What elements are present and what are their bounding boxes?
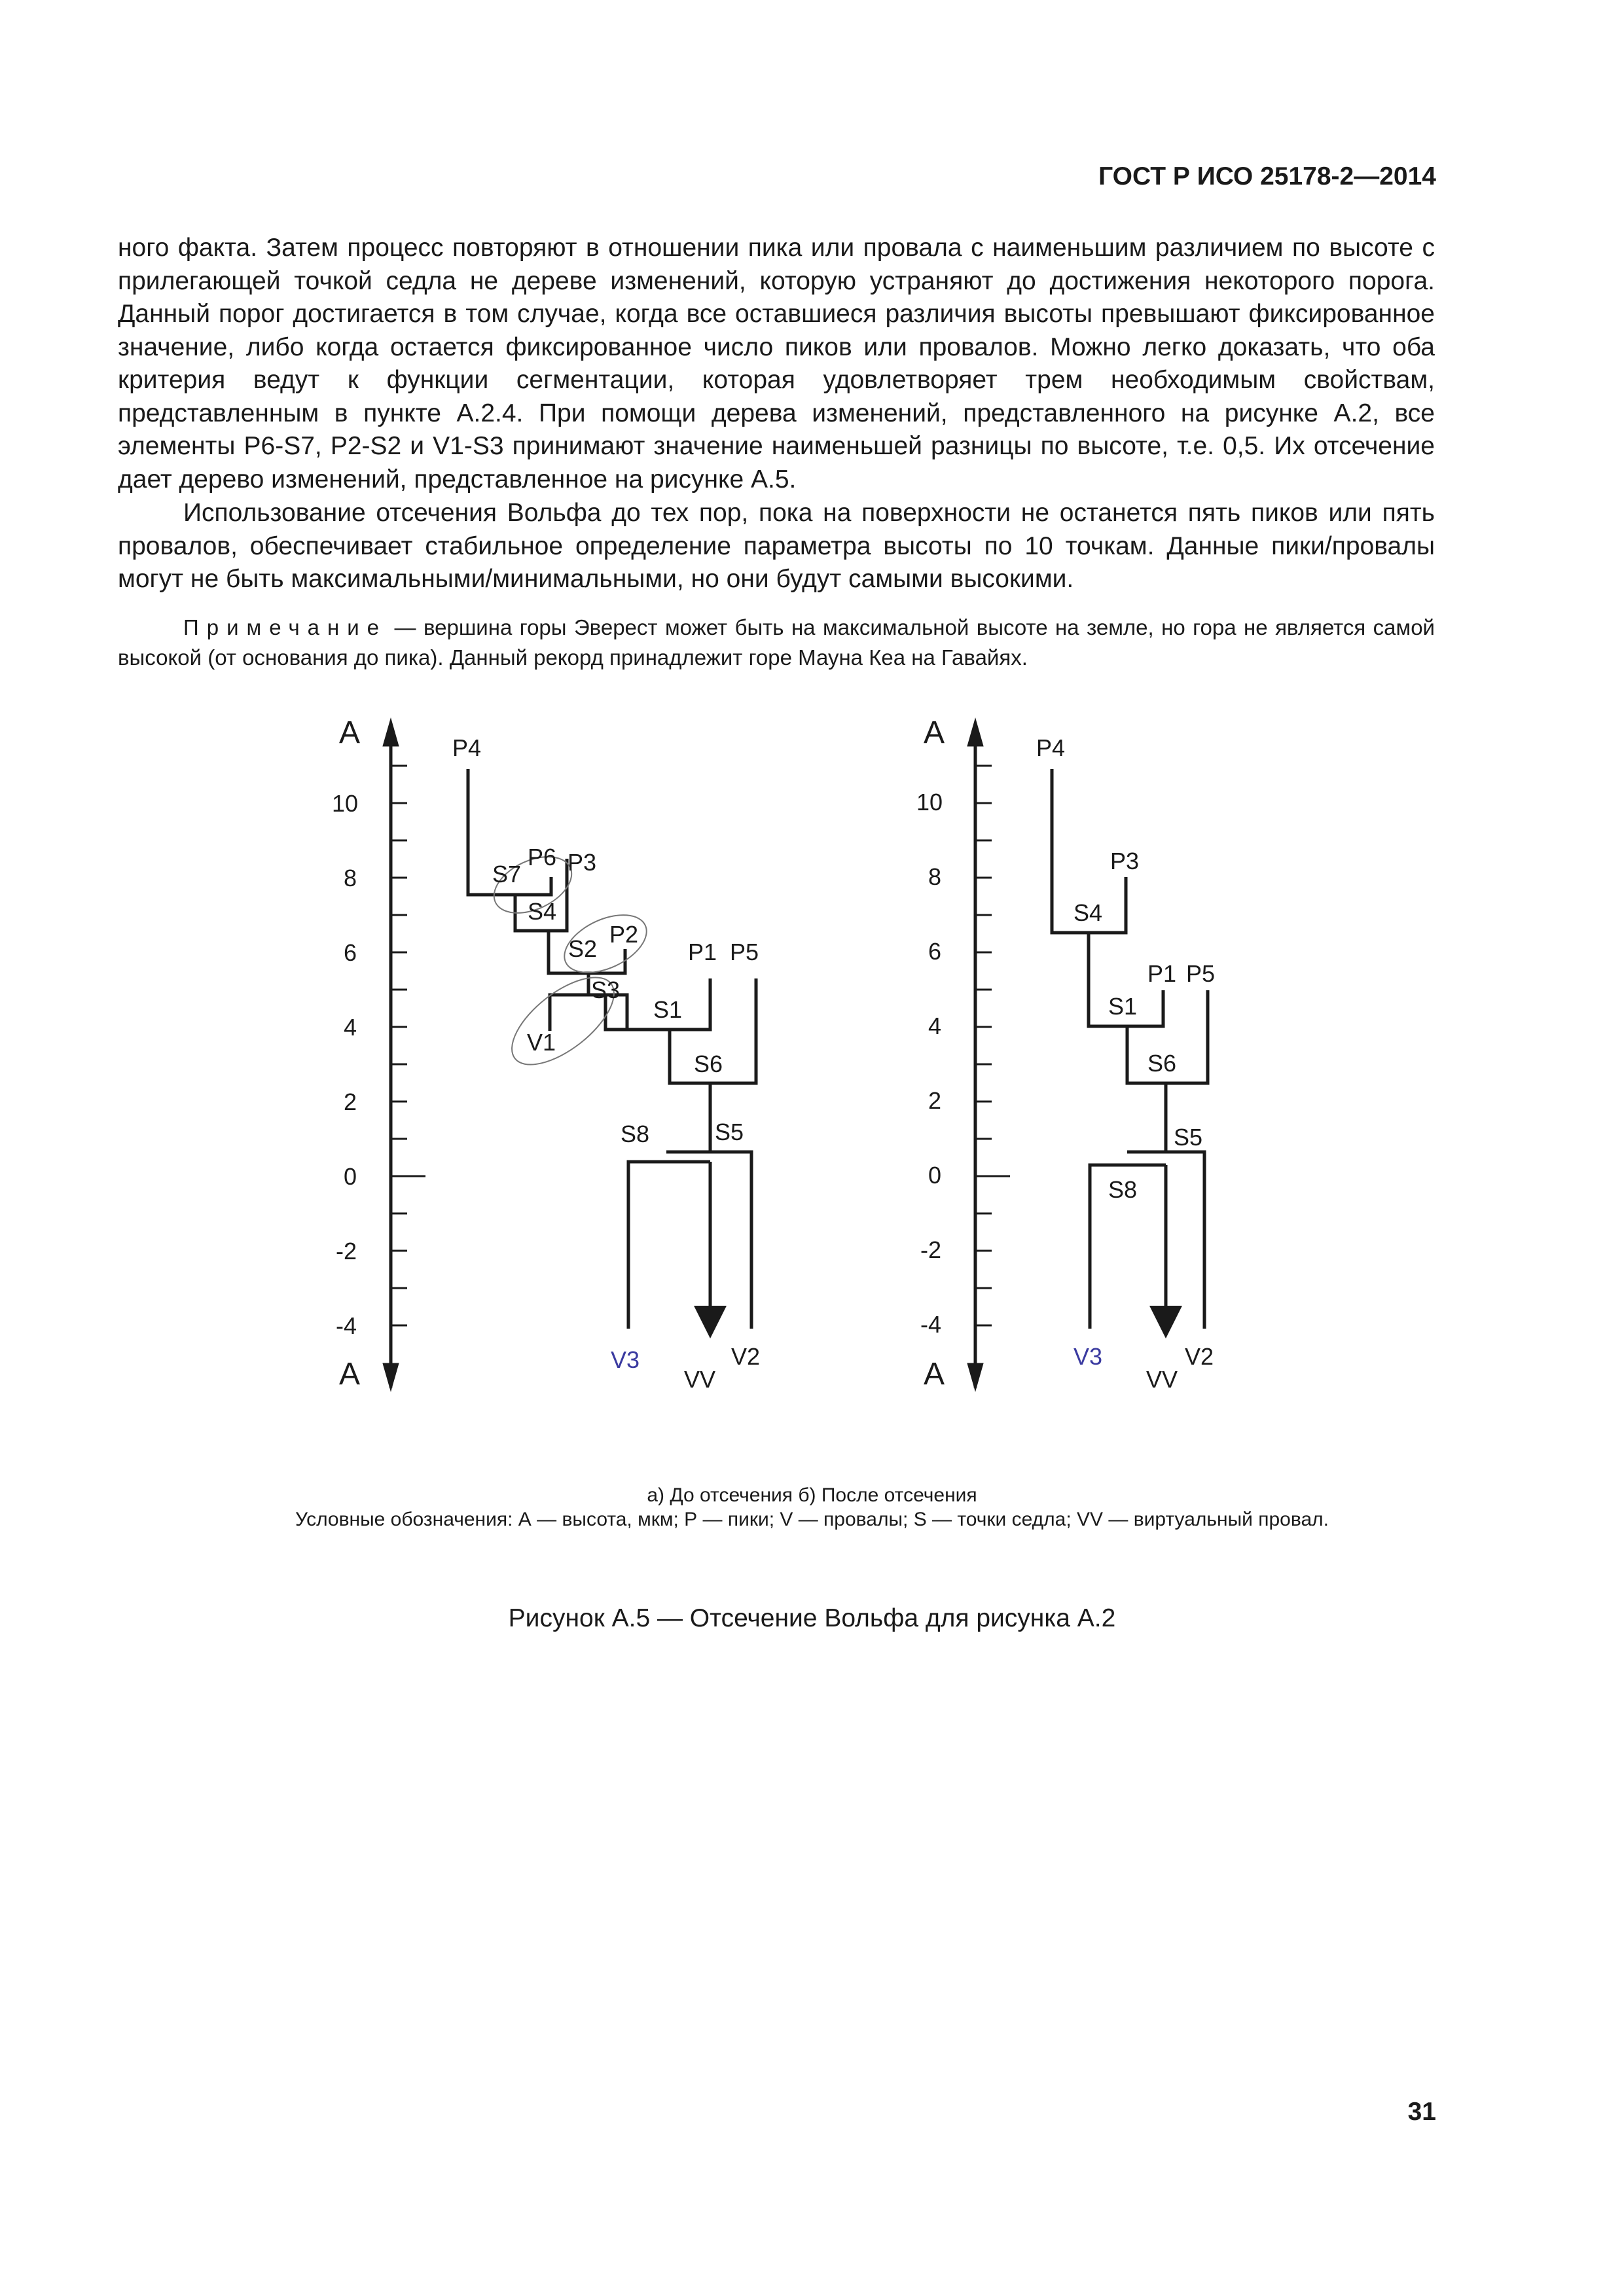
tick-label-b: 10	[916, 789, 943, 816]
axis-label-bottom-a: A	[339, 1357, 361, 1391]
tick-label-b: 8	[928, 863, 942, 890]
node-label: P1	[1147, 960, 1177, 987]
node-label: V1	[527, 1029, 556, 1056]
axis-arrow-up-a	[383, 719, 399, 746]
node-label: S8	[621, 1121, 650, 1147]
node-label: S1	[653, 996, 683, 1023]
node-label: VV	[1146, 1366, 1178, 1393]
node-label: P5	[730, 939, 759, 965]
tick-label-a: 8	[344, 865, 357, 891]
node-label: S8	[1108, 1176, 1138, 1203]
axis-label-top-b: A	[924, 715, 945, 750]
tick-label-b: 4	[928, 1013, 942, 1039]
node-label: S7	[492, 861, 522, 888]
tick-label-b: -2	[920, 1236, 942, 1263]
node-label: S3	[591, 977, 621, 1003]
node-label: P5	[1186, 960, 1216, 987]
figure-title: Рисунок А.5 — Отсечение Вольфа для рисунка А.2	[508, 1604, 1116, 1632]
document-header: ГОСТ Р ИСО 25178-2—2014	[1098, 162, 1436, 190]
node-label: P3	[568, 849, 597, 876]
node-label: VV	[684, 1366, 716, 1393]
tick-label-b: 6	[928, 938, 942, 965]
tick-label-a: -2	[336, 1238, 357, 1265]
node-label: S5	[715, 1119, 744, 1145]
node-label: P4	[1036, 734, 1066, 761]
tick-label-b: 2	[928, 1087, 942, 1114]
axis-ticks-a	[391, 766, 425, 1325]
figure-a5	[0, 687, 1624, 1443]
axis-ticks-b	[975, 766, 1010, 1325]
tree-diagram	[0, 687, 1624, 1440]
panel-b-labels	[916, 715, 1215, 1393]
node-label: S6	[1147, 1050, 1177, 1077]
note	[118, 613, 1435, 673]
axis-arrow-down-b	[967, 1363, 983, 1391]
figure-caption-legend: Условные обозначения: А — высота, мкм; Р — пики; V — провалы; S — точки седла; VV — виртуальный провал.	[295, 1509, 1329, 1530]
page-number: 31	[1407, 2098, 1436, 2126]
axis-arrow-down-a	[383, 1363, 399, 1391]
tick-label-b: 0	[928, 1162, 942, 1189]
node-label: P3	[1110, 848, 1140, 874]
tick-label-a: -4	[336, 1312, 357, 1339]
axis-label-bottom-b: A	[924, 1357, 945, 1391]
node-label: S6	[694, 1050, 723, 1077]
tick-label-a: 0	[344, 1163, 357, 1190]
node-label: S4	[1074, 899, 1103, 926]
panel-a-labels	[332, 715, 760, 1393]
figure-caption-panels: а) До отсечения б) После отсечения	[647, 1484, 977, 1506]
tick-label-a: 2	[344, 1088, 357, 1115]
note-label: Примечание	[183, 615, 388, 639]
node-label: P6	[528, 844, 557, 870]
node-label: S5	[1174, 1124, 1203, 1151]
node-label: V2	[731, 1343, 761, 1370]
node-label: V2	[1185, 1343, 1214, 1370]
node-label: P2	[609, 921, 639, 948]
tick-label-a: 6	[344, 939, 357, 966]
node-label: V3	[611, 1346, 640, 1373]
node-label: S2	[568, 935, 598, 962]
node-label: S1	[1108, 993, 1138, 1020]
body-paragraph-2: Использование отсечения Вольфа до тех пор, пока на поверхности не останется пять пиков или пять провалов, обеспечивает стабильное определение параметра высоты по 10 точкам. Данные пики/провалы могут не быть максимальными/минимальными, но они будут самыми высокими.	[118, 499, 1435, 593]
node-label: P1	[688, 939, 717, 965]
node-label: V3	[1074, 1343, 1103, 1370]
body-paragraph-1: ного факта. Затем процесс повторяют в отношении пика или провала с наименьшим различием по высоте с прилегающей точкой седла не дереве изменений, которую устраняют до достижения некоторого порога. Данный порог достигается в том случае, когда все оставшиеся различия высоты превышают фиксированное значение, либо когда остается фиксированное число пиков или провалов. Можно легко доказать, что оба критерия ведут к функции сегментации, которая удовлетворяет трем необходимым свойствам, представленным в пункте А.2.4. При помощи дерева изменений, представленного на рисунке А.2, все элементы Р6-S7, P2-S2 и V1-S3 принимают значение наименьшей разницы по высоте, т.е. 0,5. Их отсечение дает дерево изменений, представленное на рисунке А.5.	[118, 234, 1435, 493]
node-label: S4	[528, 898, 557, 925]
axis-label-top-a: A	[339, 715, 361, 750]
node-label: P4	[452, 734, 482, 761]
tick-label-a: 10	[332, 790, 359, 817]
axis-arrow-up-b	[967, 719, 983, 746]
tick-label-b: -4	[920, 1311, 942, 1338]
note-text: — вершина горы Эверест может быть на максимальной высоте на земле, но гора не является самой высокой (от основания до пика). Данный рекорд принадлежит горе Мауна Кеа на Гавайях.	[118, 615, 1435, 670]
tick-label-a: 4	[344, 1014, 357, 1041]
